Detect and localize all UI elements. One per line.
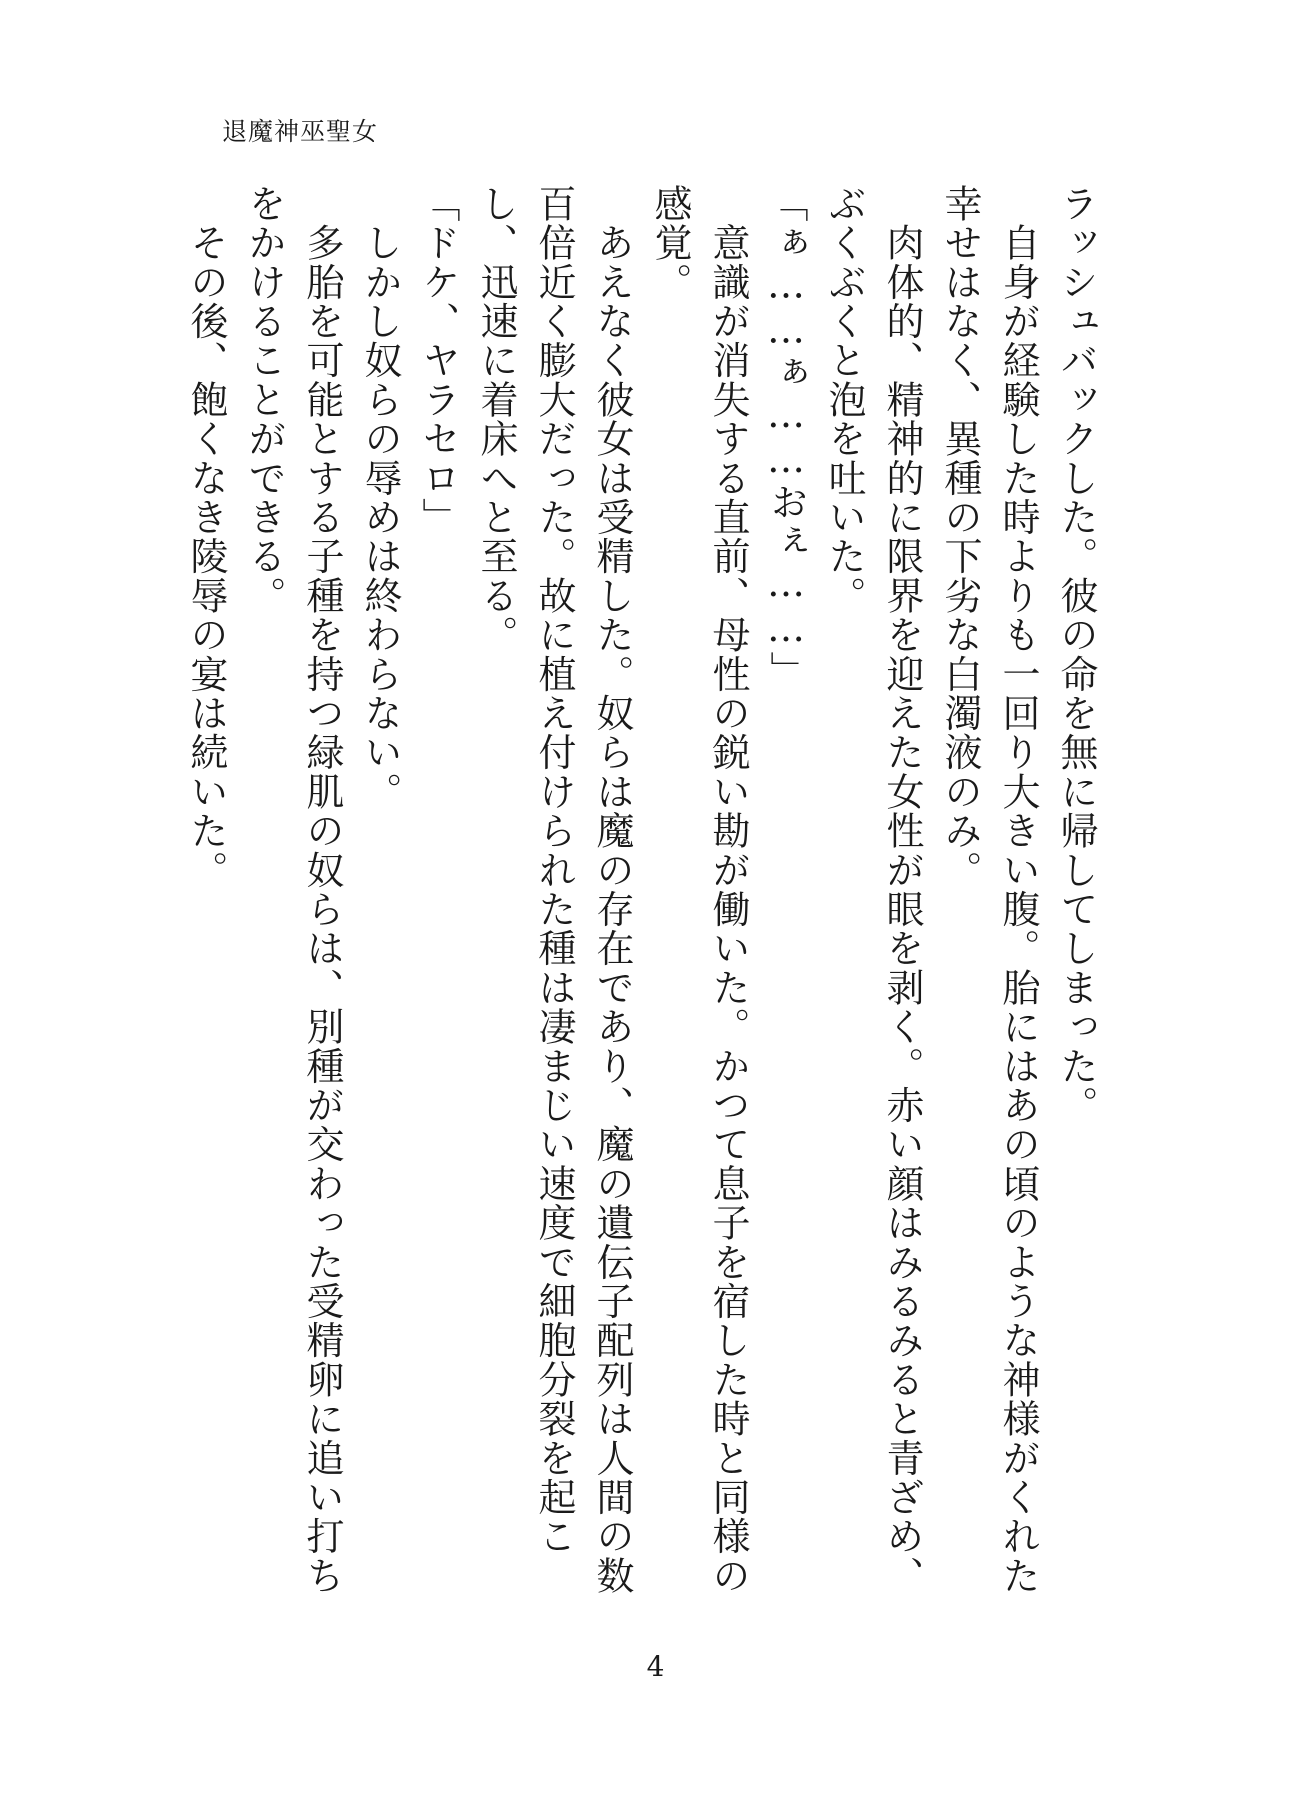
- paragraph: 多胎を可能とする子種を持つ緑肌の奴らは、別種が交わった受精卵に追い打ちをかけることができる。: [242, 184, 344, 1596]
- paragraph: しかし奴らの辱めは終わらない。: [358, 184, 402, 812]
- dialogue-line: 「ドケ、ヤラセロ」: [416, 184, 460, 537]
- paragraph: 意識が消失する直前、母性の鋭い勘が働いた。かつて息子を宿した時と同様の感覚。: [648, 184, 750, 1596]
- page-number: 4: [646, 1650, 665, 1683]
- paragraph: あえなく彼女は受精した。奴らは魔の存在であり、魔の遺伝子配列は人間の数百倍近く膨大だった。故に植え付けられた種は凄まじい速度で細胞分裂を起こし、迅速に着床へと至る。: [474, 184, 634, 1596]
- running-header: 退魔神巫聖女: [222, 117, 379, 146]
- paragraph: ラッシュバックした。彼の命を無に帰してしまった。: [1054, 184, 1098, 1125]
- paragraph: 肉体的、精神的に限界を迎えた女性が眼を剥く。赤い顔はみるみると青ざめ、ぶくぶくと泡を吐いた。: [822, 184, 924, 1596]
- body-text: [184, 184, 1105, 1624]
- dialogue-line: 「ぁ……ぁ……おぇ……」: [764, 184, 808, 691]
- paragraph: 自身が経験した時よりも一回り大きい腹。胎にはあの頃のような神様がくれた幸せはなく、異種の下劣な白濁液のみ。: [938, 184, 1040, 1596]
- paragraph: その後、飽くなき陵辱の宴は続いた。: [184, 184, 228, 890]
